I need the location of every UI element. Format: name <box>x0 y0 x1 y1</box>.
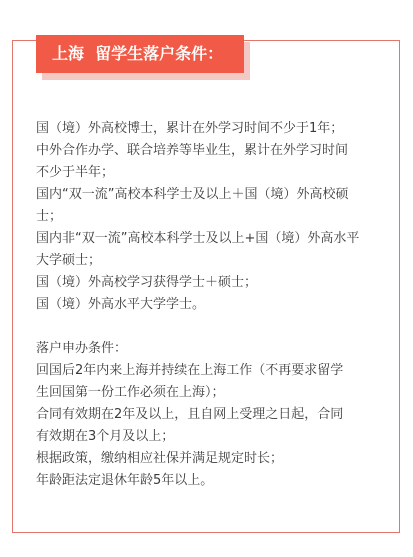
education-line: 国内非“双一流”高校本科学士及以上+国（境）外高水平 <box>36 231 360 246</box>
education-line: 国（境）外高水平大学学士。 <box>36 297 206 312</box>
section-gap <box>36 316 382 338</box>
procedure-line: 生回国第一份工作必须在上海）； <box>36 385 225 400</box>
conditions-text <box>36 118 382 492</box>
education-line: 国（境）外高校博士，累计在外学习时间不少于1年； <box>36 121 344 136</box>
procedure-heading: 落户申办条件： <box>36 341 128 356</box>
procedure-line: 有效期在3个月及以上； <box>36 429 175 444</box>
education-line: 不少于半年； <box>36 165 115 180</box>
education-line: 国内“双一流”高校本科学士及以上＋国（境）外高校硕 <box>36 187 349 202</box>
procedure-line: 回国后2年内来上海并持续在上海工作（不再要求留学 <box>36 363 344 378</box>
education-line: 士； <box>36 209 63 224</box>
procedure-line: 年龄距法定退休年龄5年以上。 <box>36 473 214 488</box>
education-line: 国（境）外高校学习获得学士＋硕士； <box>36 275 258 290</box>
education-line: 大学硕士； <box>36 253 102 268</box>
title-banner: 上海 留学生落户条件： <box>36 35 244 73</box>
education-line: 中外合作办学、联合培养等毕业生，累计在外学习时间 <box>36 143 349 158</box>
procedure-line: 合同有效期在2年及以上，且自网上受理之日起，合同 <box>36 407 344 422</box>
procedure-line: 根据政策，缴纳相应社保并满足规定时长； <box>36 451 284 466</box>
